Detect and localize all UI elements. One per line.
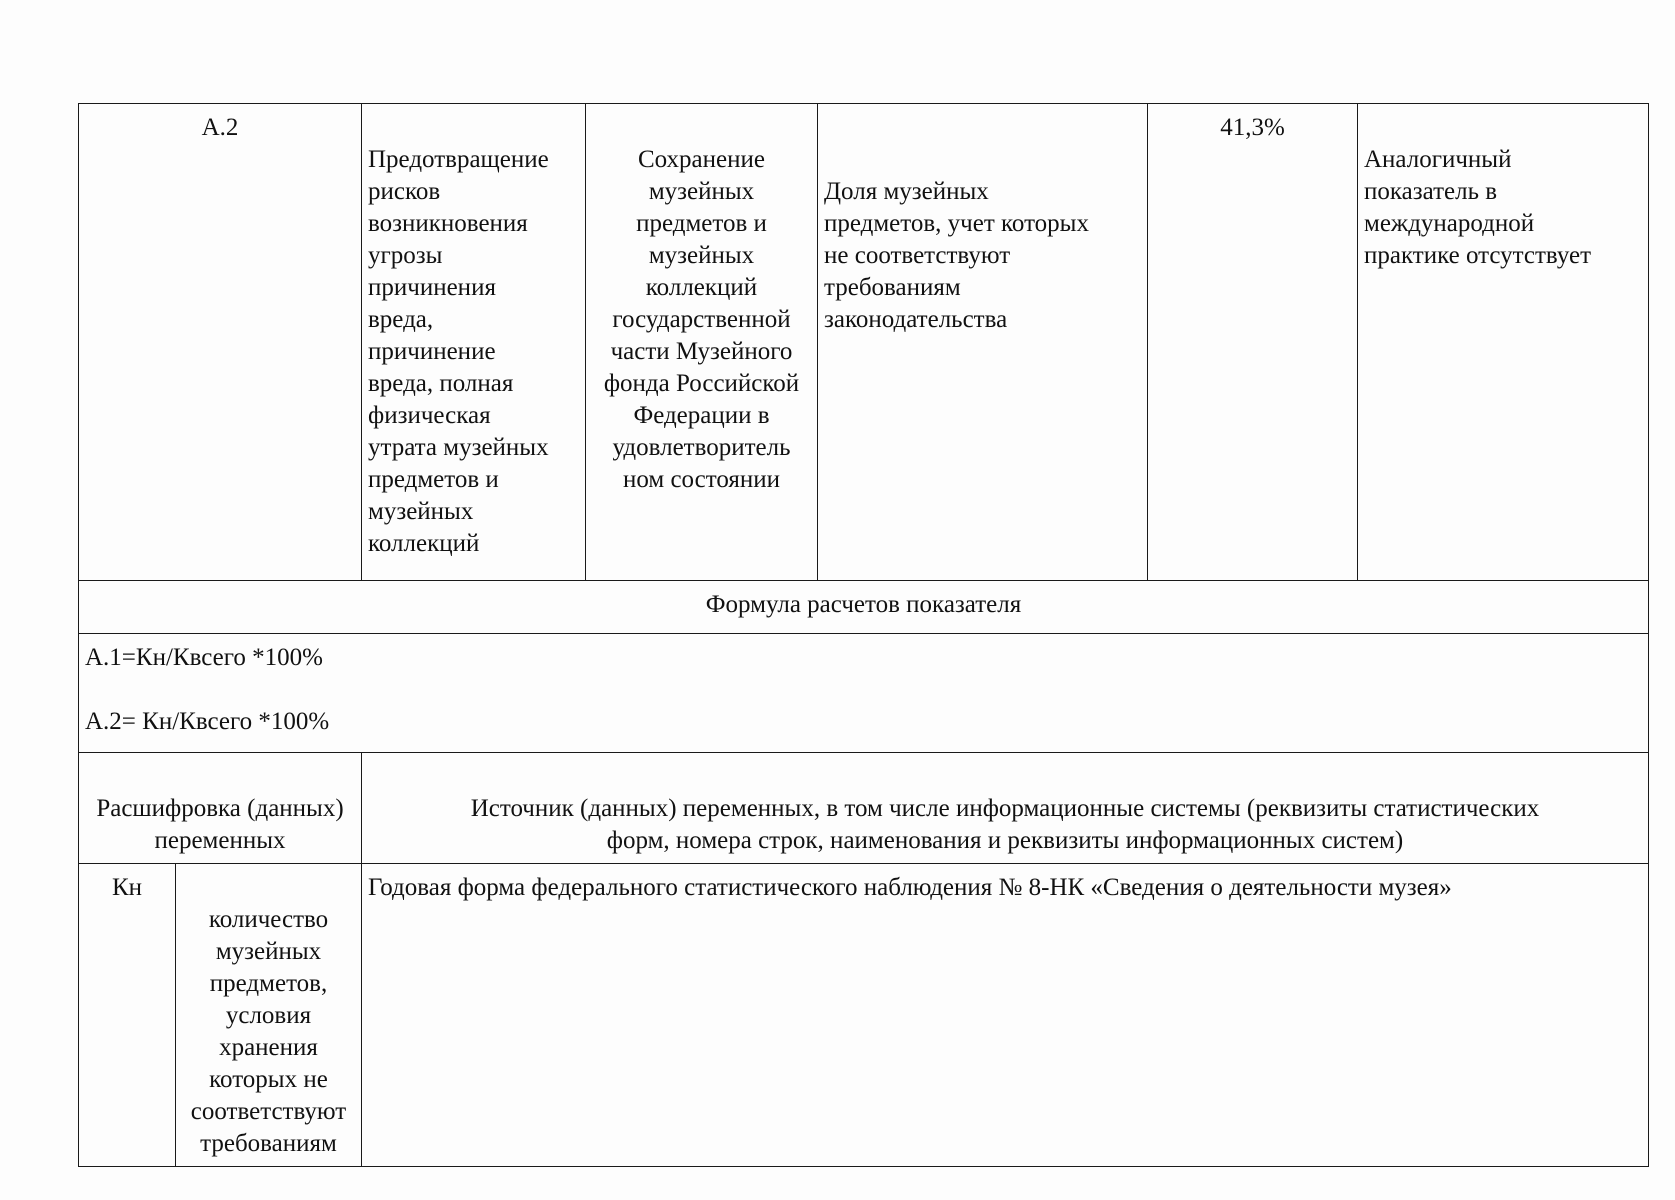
variable-symbol: Кн: [111, 874, 143, 901]
formulas-row: [79, 634, 1649, 753]
decoding-header: Расшифровка (данных) переменных: [96, 795, 344, 854]
indicator-value: 41,3%: [1220, 114, 1285, 141]
variables-header-row: [79, 753, 1649, 864]
indicator-code-cell: [79, 104, 362, 581]
variable-source-cell: [362, 864, 1649, 1167]
risk-cell: [362, 104, 586, 581]
variable-source: Годовая форма федерального статистического наблюдения № 8-НК «Сведения о деятельности музея»: [368, 874, 1452, 901]
formula-title-cell: [79, 581, 1649, 634]
variable-row: [79, 864, 1649, 1167]
goal-cell: [586, 104, 818, 581]
variable-symbol-cell: [79, 864, 176, 1167]
indicator-value-cell: [1148, 104, 1358, 581]
formulas-cell: [79, 634, 1649, 753]
indicator-code: А.2: [201, 114, 239, 141]
formula-title: Формула расчетов показателя: [705, 591, 1022, 618]
indicator-table: [78, 103, 1649, 1167]
variable-description: количество музейных предметов, условия хранения которых не соответствуют требованиям: [190, 906, 347, 1157]
source-header-cell: [362, 753, 1649, 864]
formula-spacer: [85, 674, 1642, 706]
goal-text: Сохранение музейных предметов и музейных коллекций государственной части Музейного фонда Российской Федерации в удовлетворитель ном состоянии: [603, 146, 800, 493]
risk-text: Предотвращение рисков возникновения угрозы причинения вреда, причинение вреда, полная физическая утрата музейных предметов и музейных коллекций: [368, 146, 549, 557]
formula-title-row: [79, 581, 1649, 634]
indicator-name: Доля музейных предметов, учет которых не соответствуют требованиям законодательства: [824, 178, 1089, 333]
indicator-name-cell: [818, 104, 1148, 581]
formula-a1: А.1=Кн/Квсего *100%: [85, 644, 323, 671]
decoding-header-cell: [79, 753, 362, 864]
variable-description-cell: [176, 864, 362, 1167]
formula-a2: А.2= Кн/Квсего *100%: [85, 708, 330, 735]
source-header: Источник (данных) переменных, в том числе информационные системы (реквизиты статистических форм, номера строк, наименования и реквизиты информационных систем): [470, 795, 1540, 854]
indicator-row: [79, 104, 1649, 581]
international-practice-cell: [1358, 104, 1649, 581]
international-practice-text: Аналогичный показатель в международной практике отсутствует: [1364, 146, 1592, 269]
